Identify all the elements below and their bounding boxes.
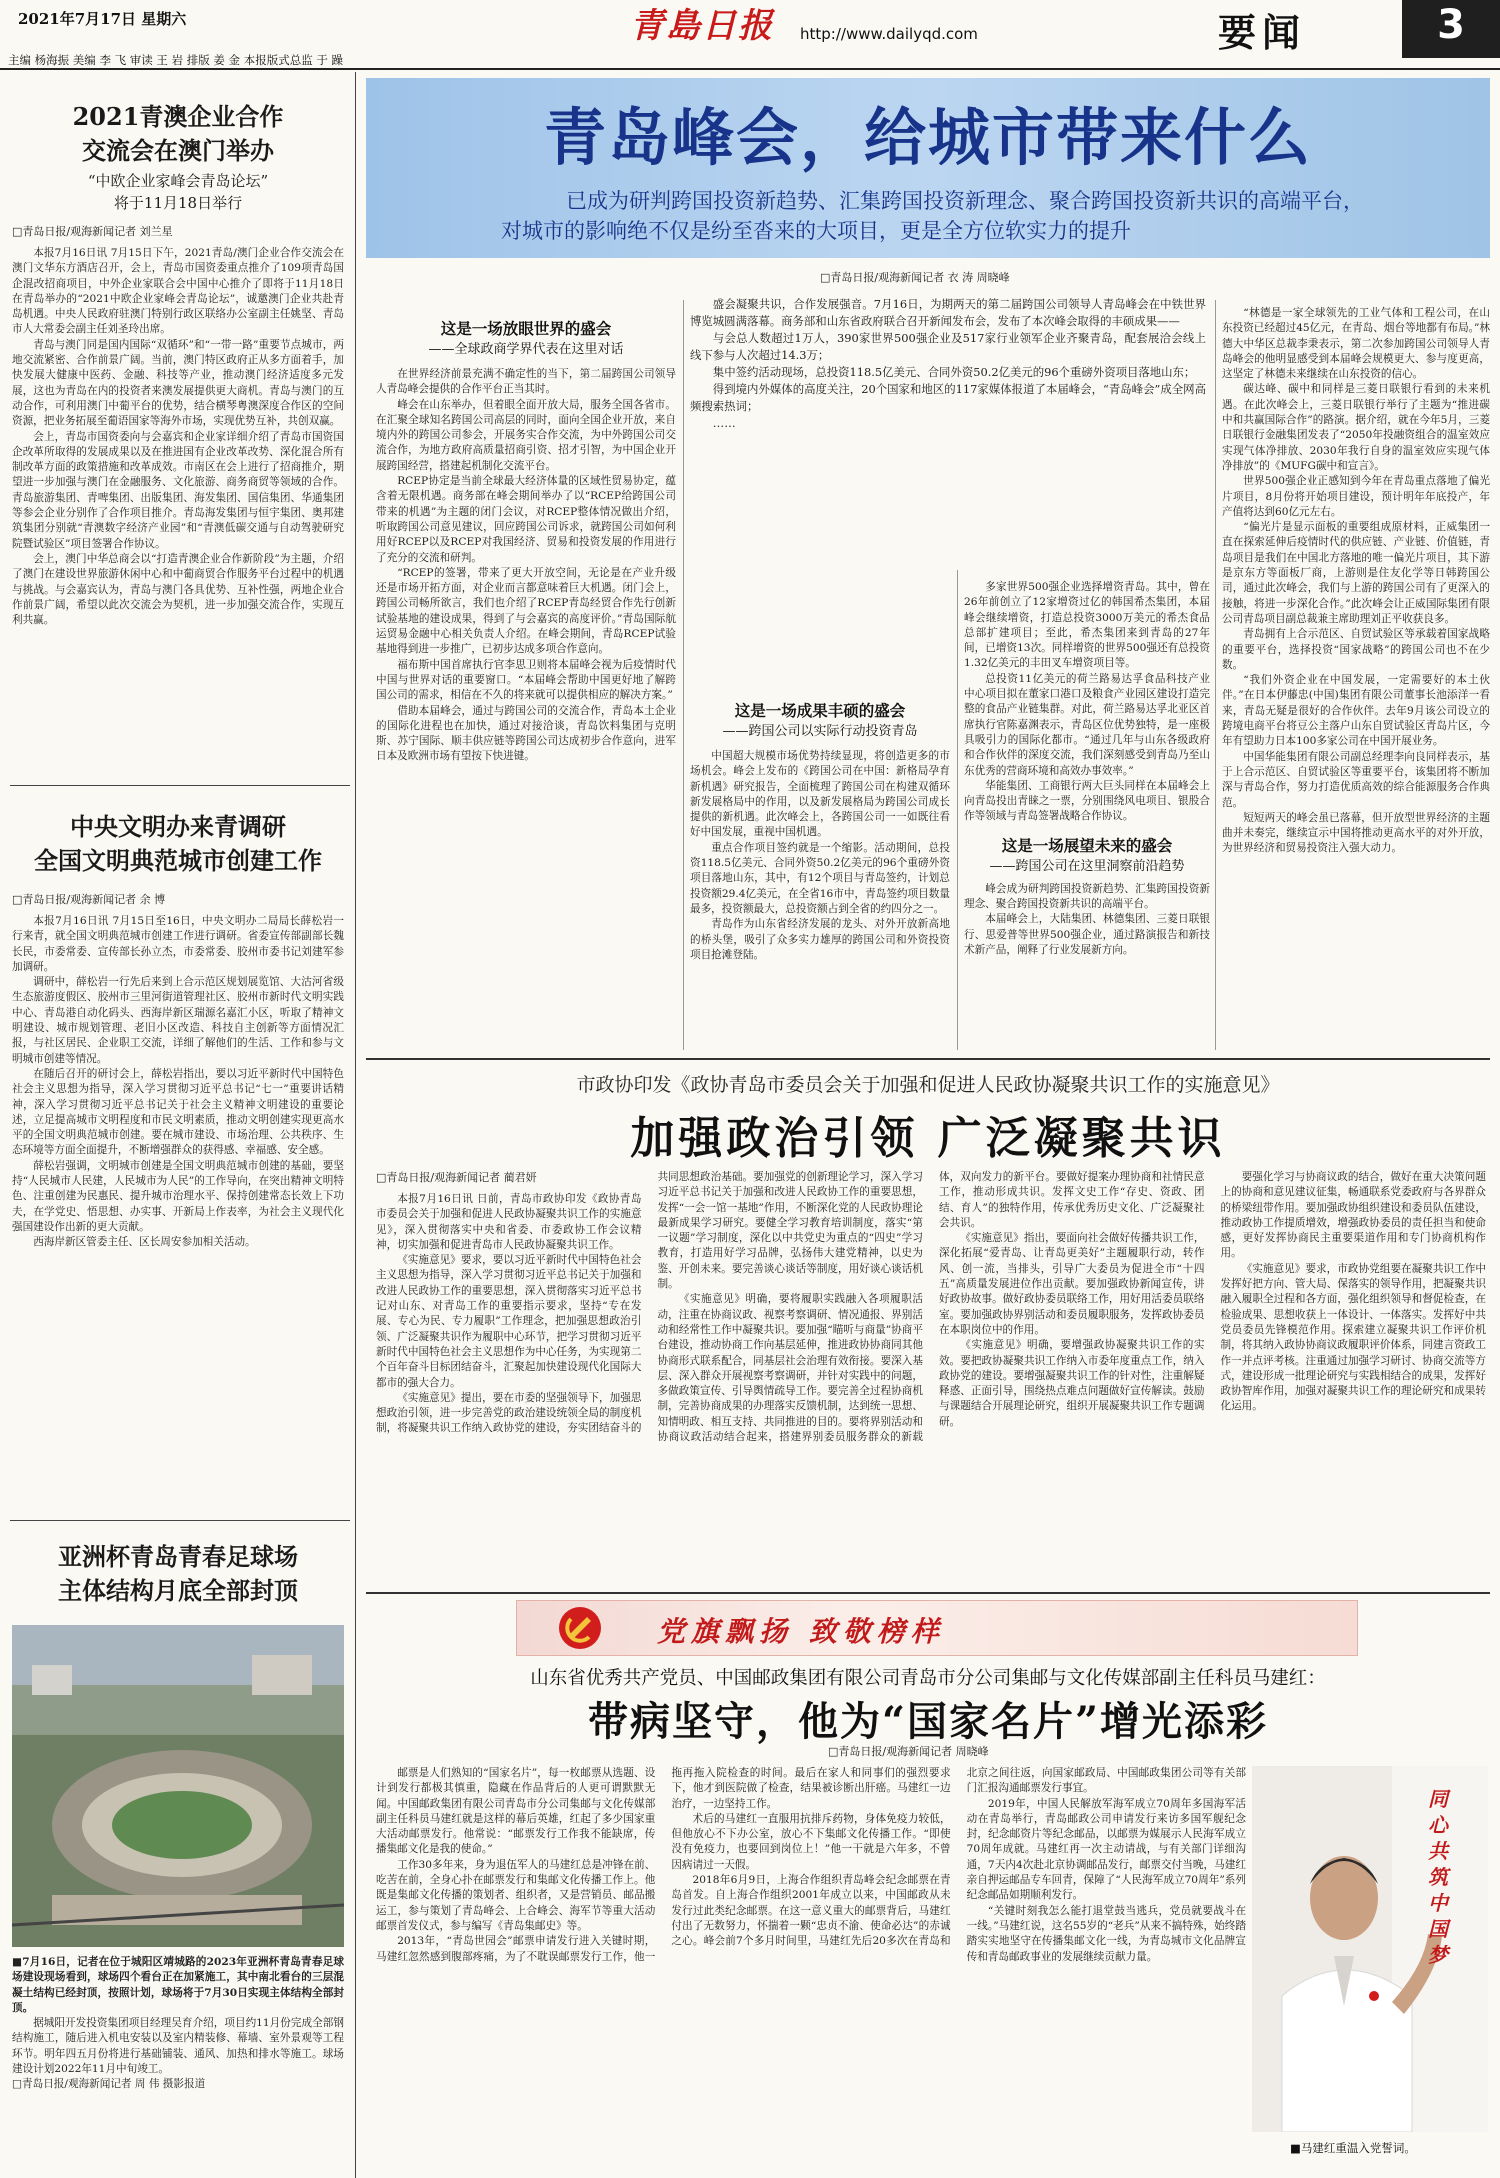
- lead-headline: 青岛峰会，给城市带来什么: [543, 101, 1312, 174]
- paragraph: 青岛作为山东省经济发展的龙头、对外开放新高地的桥头堡，吸引了众多实力雄厚的跨国公司和外资投资项目抢滩登陆。: [690, 918, 950, 961]
- paragraph: 邮票是人们熟知的“国家名片”，每一枚邮票从选题、设计到发行都极其慎重，隐藏在作品背后的人更可谓默默无闻。中国邮政集团有限公司青岛市分公司集邮与文化传媒部副主任科员马建红就是这样的幕后英雄，红起了多少国家重大活动邮票发行。他常说：“邮票发行工作我不能缺席，传播集邮文化是我的使命。”: [376, 1767, 656, 1856]
- paragraph: 华能集团、工商银行两大巨头同样在本届峰会上向青岛投出青睐之一票，分别围绕风电项目、银股合作等领域与青岛签署战略合作协议。: [964, 779, 1210, 823]
- party-banner: [516, 1600, 1358, 1656]
- paragraph: 本届峰会上，大陆集团、林德集团、三菱日联银行、思爱普等世界500强企业，通过路演报告和新技术新产品，阐释了行业发展新方向。: [964, 913, 1210, 956]
- section-name: 要闻: [1218, 10, 1307, 55]
- paper-logo: 青島日报: [630, 6, 774, 46]
- civic-article: [12, 810, 344, 1251]
- stadium-photo: [12, 1625, 344, 1947]
- lead-col-4: [1222, 306, 1490, 857]
- headline: 中央文明办来青调研: [70, 812, 286, 841]
- stats-item: 集中签约活动现场，总投资118.5亿美元、合同外资50.2亿美元的96个重磅外资项目落地山东；: [712, 365, 1196, 379]
- stats-item: 得到境内外媒体的高度关注，20个国家和地区的117家媒体报道了本届峰会，“青岛峰会”成全网高频搜索热词；: [690, 382, 1206, 413]
- headline: 交流会在澳门举办: [82, 136, 274, 165]
- portrait-image: [1252, 1766, 1488, 2132]
- paragraph: 会上，青岛市国资委向与会嘉宾和企业家详细介绍了青岛市国资国企改革所取得的发展成果以及在推进国有企业改革改势、深化混合所有制改革方面的政策措施和改革成效。市南区在会上进行了招商推介，期望进一步加强与澳门在金融服务、文化旅游、商务商贸等领域的合作。青岛旅游集团、青啤集团、出版集团、海发集团、国信集团、华通集团等参会企业分别作了合作项目推介。青岛海发集团与恒宇集团、奥邦建筑集团分别就“青澳数字经济产业园”和“青澳低碳交通与自动驾驶研究院暨试验区”项目签署合作协议。: [12, 430, 344, 550]
- paragraph: 峰会成为研判跨国投资新趋势、汇集跨国投资新理念、聚合跨国投资新共识的高端平台。: [964, 882, 1210, 911]
- paragraph: 在随后召开的研讨会上，薛松岩指出，要以习近平新时代中国特色社会主义思想为指导，深入学习贯彻习近平总书记“七一”重要讲话精神，深入学习贯彻习近平总书记关于社会主义精神文明建设的重要论述，立足提高城市文明程度和市民文明素质，推动文明创建实现更高水平的全国文明典范城市创建。要在城市建设、市场治理、公共秩序、生态环境等方面全面提升，不断增强群众的获得感、幸福感、安全感。: [12, 1067, 344, 1157]
- byline: □青岛日报/观海新闻记者 周 伟 摄影报道: [12, 2078, 206, 2091]
- lead-deck: 对城市的影响绝不仅是纷至沓来的大项目，更是全方位软实力的提升: [501, 219, 1131, 243]
- section-head: 这是一场成果丰硕的盛会: [734, 701, 906, 720]
- paragraph: “RCEP的签署，带来了更大开放空间，无论是在产业升级还是市场开拓方面，对企业而言都意味着巨大机遇。闭门会上，跨国公司畅所欲言，我们也介绍了RCEP青岛经贸合作先行创新试验基地的建设成果，得到了与会嘉宾的高度评价。”青岛国际航运贸易金融中心相关负责人介绍。在峰会期间，青岛RCEP试验基地得到进一步推广，已初步达成多项合作意向。: [376, 566, 676, 656]
- paragraph: “林德是一家全球领先的工业气体和工程公司，在山东投资已经超过45亿元，在青岛、烟台等地都有布局。”林德大中华区总裁李秉表示，第二次参加跨国公司领导人青岛峰会的他明显感受到本届峰会规模更大、参与度更高，这坚定了林德未来继续在山东投资的信心。: [1222, 307, 1490, 381]
- paragraph: 青岛与澳门同是国内国际“双循环”和“一带一路”重要节点城市，两地交流紧密、合作前景广阔。当前，澳门特区政府正从多方面着手，加快发展大健康中医药、金融、科技等产业，推动澳门经济适度多元发展，这也为青岛在内的投资者来澳发展提供更大商机。青岛与澳门的互动合作，可利用澳门中葡平台的优势，结合横琴粤澳深度合作区的空间资源，把业务拓展至葡语国家等海外市场，实现优势互补，共创双赢。: [12, 338, 344, 428]
- party-body: [376, 1766, 1246, 2171]
- subheadline: 将于11月18日举行: [113, 194, 243, 212]
- paragraph: 《实施意见》要求，市政协党组要在凝聚共识工作中发挥好把方向、管大局、保落实的领导作用，把凝聚共识融入履职全过程和各方面，强化组织领导和督促检查，在检验成果、思想收获上一体设计、一体落实。发挥好中共党员委员先锋模范作用。探索建立凝聚共识工作评价机制，将其纳入政协协商议政履职评价体系，同建言资政工作一并点评考核。注重通过加强学习研讨、协商交流等方式，建设形成一批理论研究与实践相结合的成果，发挥好政协智库作用，加强对凝聚共识工作的理论研究和成果转化运用。: [1220, 1262, 1486, 1413]
- paragraph: 《实施意见》指出，要面向社会做好传播共识工作，深化拓展“爱青岛、让青岛更美好”主题履职行动，转作风、创一流，当排头，引导广大委员为促进全市“十四五”高质量发展进位作出贡献。要加强政协新闻宣传，讲好政协故事。做好政协委员联络工作，用好用活委员联络室。要加强政协界别活动和委员履职服务，发挥政协委员在本职岗位中的作用。: [939, 1232, 1205, 1336]
- lead-deck: 已成为研判跨国投资新趋势、汇集跨国投资新理念、聚合跨国投资新共识的高端平台，: [566, 189, 1364, 213]
- party-headline: 带病坚守，他为“国家名片”增光添彩: [587, 1698, 1268, 1745]
- paragraph: “我们外资企业在中国发展，一定需要好的本土伙伴。”在日本伊藤忠(中国)集团有限公司董事长池添洋一看来，青岛无疑是很好的合作伙伴。去年9月该公司设立的跨境电商平台将豆公主落户山东自贸试验区青岛片区，今年有望助力日本100多家公司在中国开展业务。: [1222, 674, 1490, 748]
- paragraph: 本报7月16日讯 7月15日至16日，中央文明办二局局长薛松岩一行来青，就全国文明典范城市创建工作进行调研。省委宣传部副部长魏长民，市委常委、宣传部长孙立杰，市委常委、胶州市委书记刘建军参加调研。: [12, 915, 344, 973]
- photo-caption: ■7月16日，记者在位于城阳区靖城路的2023年亚洲杯青岛青春足球场建设现场看到，球场四个看台正在加紧施工，其中南北看台的三层混凝土结构已经封顶，按照计划，球场将于7月30日实现主体结构全部封顶。: [12, 1956, 344, 2014]
- paragraph: 峰会在山东举办，但着眼全面开放大局，服务全国各省市。在汇聚全球知名跨国公司高层的同时，面向全国企业开放，来自境内外的跨国公司参会，开展务实合作交流，为中外跨国公司交流合作，为地方政府高质量招商引资、招才引智，为中国企业开展跨国经营，搭建起机制化交流平台。: [376, 398, 676, 472]
- paragraph: 薛松岩强调，文明城市创建是全国文明典范城市创建的基础，要坚持“人民城市人民建，人民城市为人民”的工作导向，在突出精神文明特色、注重创建为民惠民、提升城市治理水平、保持创建常态长效上下功夫，在学党史、悟思想、办实事、开新局上作表率，为社会主义现代化强国建设作出新的更大贡献。: [12, 1159, 344, 1233]
- stadium-aerial-image: [12, 1625, 344, 1947]
- paragraph: 中国华能集团有限公司副总经理李向良同样表示，基于上合示范区、自贸试验区等重要平台，该集团将不断加深与青岛合作，努力打造优质高效的综合能源服务合作典范。: [1222, 750, 1490, 809]
- stats-box: [690, 296, 1206, 566]
- byline: □青岛日报/观海新闻记者 周晓峰: [828, 1745, 989, 1758]
- cppcc-body: [376, 1170, 1486, 1585]
- paragraph: 重点合作项目签约就是一个缩影。活动期间，总投资118.5亿美元、合同外资50.2亿美元的96个重磅外资项目落地山东，其中，有12个项目与青岛签约，计划总投资额29.4亿美元，在全省16市中，青岛签约项目数量最多，投资额最大，总投资额占到全省的约四分之一。: [690, 841, 950, 915]
- headline: 亚洲杯青岛青春足球场: [58, 1542, 298, 1571]
- byline: □青岛日报/观海新闻记者 刘兰星: [12, 225, 173, 238]
- section-head: 这是一场放眼世界的盛会: [440, 319, 612, 338]
- issue-date: 2021年7月17日 星期六: [18, 10, 187, 28]
- paragraph: 工作30多年来，身为退伍军人的马建红总是冲锋在前、吃苦在前，全身心扑在邮票发行和集邮文化传播工作上。他既是集邮文化传播的策划者、组织者，又是营销员、邮品搬运工，参与策划了青岛峰会、上合峰会、海军节等重大活动邮票首发仪式，参与编写《青岛集邮史》等。: [376, 1858, 656, 1932]
- paragraph: 调研中，薛松岩一行先后来到上合示范区规划展览馆、大沽河省级生态旅游度假区、胶州市三里河街道管理社区、胶州市新时代文明实践中心、青岛港自动化码头、西海岸新区瑞源名嘉汇小区，听取了精神文明建设、城市规划管理、老旧小区改造、科技自主创新等方面情况汇报，与社区居民、企业职工交流，详细了解他们的生活、工作和参与文明城市创建等情况。: [12, 976, 344, 1065]
- paragraph: 青岛拥有上合示范区、自贸试验区等承载着国家战略的重要平台，选择投资“国家战略”的跨国公司也不在少数。: [1222, 628, 1490, 671]
- page-number: 3: [1437, 2, 1465, 48]
- paragraph: 多家世界500强企业选择增资青岛。其中，曾在26年前创立了12家增资过亿的韩国希杰集团，本届峰会继续增资，打造总投资3000万美元的希杰食品总部扩建项目；至此，希杰集团来到青岛的27年间，已增资13次。同样增资的世界500强还有总投资1.32亿美元的丰田叉车增资项目等。: [964, 581, 1210, 670]
- paragraph: 世界500强企业正感知到今年在青岛重点落地了偏光片项目，8月份将开始项目建设，预计明年年底投产，年产值将达到60亿元左右。: [1222, 475, 1490, 518]
- party-emblem-icon: [557, 1605, 603, 1651]
- stadium-text: [12, 1955, 344, 2093]
- stadium-article: [12, 1540, 344, 1608]
- paragraph: 要强化学习与协商议政的结合，做好在重大决策问题上的协商和意见建议征集，畅通联系党委政府与各界群众的桥梁纽带作用。要加强政协组织建设和委员队伍建设，推动政协工作提质增效，增强政协委员的责任担当和使命感，更好发挥协商民主重要渠道作用和专门协商机构作用。: [1220, 1171, 1486, 1260]
- paragraph: 本报7月16日讯 7月15日下午，2021青岛/澳门企业合作交流会在澳门文华东方酒店召开，会上，青岛市国资委重点推介了109项青岛国企混改招商项目，中外企业家联合会中国中心推介了即将于11月18日在青岛举办的“2021中欧企业家峰会青岛论坛”，诚邀澳门企业共赴青岛机遇。中央人民政府驻澳门特别行政区联络办公室副主任姚坚、青岛市人大常委会副主任刘圣玲出席。: [12, 247, 344, 336]
- paragraph: 总投资11亿美元的荷兰路易达孚食品科技产业中心项目拟在董家口港口及粮食产业园区建设打造完整的食品产业链集群。对此，荷兰路易达孚北亚区首席执行官陈嘉渊表示，青岛区位优势独特，是一座极具吸引力的国际化都市。“通过几年与山东各级政府和合作伙伴的深度交流，我们深刻感受到青岛乃至山东优秀的营商环境和高效办事效率。”: [964, 672, 1210, 777]
- paragraph: 2013年，“青岛世园会”邮票申请发行进入关键时期，马建红忽然感到腹部疼痛，为了不耽误邮票发行工作，他一拖再拖入院检查的时间。最后在家人和同事们的强烈要求下，他才到医院做了检查，结果被诊断出肝癌。马建红一边治疗，一边坚持工作。: [376, 1767, 951, 1963]
- paragraph: 中国超大规模市场优势持续显现，将创造更多的市场机会。峰会上发布的《跨国公司在中国：新格局孕育新机遇》研究报告，全面梳理了跨国公司在构建双循环新发展格局中的作用，以及新发展格局为跨国公司成长提供的新机遇。此次峰会上，各跨国公司一一如既往看好中国发展，重视中国机遇。: [690, 750, 950, 839]
- website-url[interactable]: http://www.dailyqd.com: [800, 25, 978, 43]
- lead-col-1: [376, 318, 676, 765]
- cppcc-kicker: 市政协印发《政协青岛市委员会关于加强和促进人民政协凝聚共识工作的实施意见》: [576, 1074, 1280, 1096]
- portrait-photo: [1252, 1766, 1488, 2132]
- photo-caption: ■马建红重温入党誓词。: [1290, 2141, 1416, 2155]
- paragraph: 2018年6月9日，上海合作组织青岛峰会纪念邮票在青岛首发。自上海合作组织2001年成立以来，中国邮政从未发行过此类纪念邮票。在这一意义重大的邮票背后，马建红付出了无数努力，怀揣着一颗“忠贞不渝、使命必达”的赤诚之心。峰会前7个多月时间里，马建红先后20多次在青岛和北京之间往返，向国家邮政局、中国邮政集团公司等有关部门汇报沟通邮票发行事宜。: [671, 1767, 1246, 1948]
- section-head: 这是一场展望未来的盛会: [1001, 835, 1173, 855]
- credits-line: 主编 杨海振 美编 李 飞 审读 王 岩 排版 姜 金 本报版式总监 于 躁: [8, 53, 344, 67]
- macau-article: [12, 100, 344, 628]
- party-banner-text: 党旗飘扬 致敬榜样: [657, 1615, 945, 1648]
- byline: □青岛日报/观海新闻记者 衣 涛 周晓峰: [820, 271, 1010, 284]
- paragraph: 短短两天的峰会虽已落幕，但开放型世界经济的主题曲并未奏完，继续宣示中国将推动更高水平的对外开放，为世界经济和贸易投资注入强大动力。: [1222, 811, 1490, 855]
- byline: □青岛日报/观海新闻记者 蔺君妍: [376, 1171, 537, 1184]
- headline: 全国文明典范城市创建工作: [34, 846, 322, 875]
- paragraph: 《实施意见》明确，要将履职实践融入各项履职活动，注重在协商议政、视察考察调研、情况通报、界别活动和经常性工作中凝聚共识。要加强“瞄听与商量”协商平台建设，推动协商工作向基层延伸，推进政协协商同其他协商形式联系配合，同基层社会治理有效衔接。要深入基层、深入群众开展视察考察调研，并针对实践中的问题，多做政策宣传、引导舆情疏导工作。要完善全过程协商机制，完善协商成果的办理落实反馈机制，达到统一思想、知情明政、相互支持、共同推进的目的。要将界别活动和协商议政活动结合起来，搭建界别委员服务群众的新载体，双向发力的新平台。要做好提案办理协商和社情民意工作，推动形成共识。发挥文史工作“存史、资政、团结、育人”的独特作用，传承优秀历史文化、广泛凝聚社会共识。: [657, 1171, 1205, 1444]
- headline: 主体结构月底全部封顶: [58, 1576, 298, 1605]
- paragraph: 本报7月16日讯 日前，青岛市政协印发《政协青岛市委员会关于加强和促进人民政协凝聚共识工作的实施意见》，深入贯彻落实中央和省委、市委政协工作会议精神，切实加强和促进青岛市人民政协凝聚共识工作。: [376, 1193, 642, 1251]
- stats-item: ……: [712, 416, 736, 430]
- paragraph: 会上，澳门中华总商会以“打造青澳企业合作新阶段”为主题，介绍了澳门在建设世界旅游休闲中心和中葡商贸合作服务平台过程中的机遇与挑战。与会嘉宾认为，青岛与澳门各具优势、互补性强，两地企业合作前景广阔，希望以此次交流会为契机，进一步加强交流合作，实现互利共赢。: [12, 552, 344, 627]
- paragraph: 2019年，中国人民解放军海军成立70周年多国海军活动在青岛举行，青岛邮政公司申请发行来访多国军舰纪念封，纪念邮资片等纪念邮品，以邮票为媒展示人民海军成立70周年成就。马建红再一次主动请战，与有关部门详细沟通，7天内4次赴北京协调邮品发行，邮票交付当晚，马建红亲自押运邮品专车回青，保障了“人民海军成立70周年”系列纪念邮品如期顺利发行。: [966, 1797, 1246, 1902]
- headline: 2021青澳企业合作: [72, 102, 284, 131]
- paragraph: 碳达峰、碳中和同样是三菱日联银行看到的未来机遇。在此次峰会上，三菱日联银行举行了主题为“推进碳中和共赢国际合作”的路演。据介绍，就在今年5月，三菱日联银行金融集团发表了“2050年投融资组合的温室效应实现气体净排放、2030年我行自身的温室效应实现气体净排放”的《MUFG碳中和宣言》。: [1222, 383, 1490, 472]
- paragraph: 《实施意见》要求，要以习近平新时代中国特色社会主义思想为指导，深入学习贯彻习近平总书记关于加强和改进人民政协工作的重要思想，深入贯彻落实习近平总书记对山东、对青岛工作的重要指示要求，坚持“专在发展、专心为民、专力履职”工作理念，把加强思想政治引领、广泛凝聚共识作为履职中心环节，把学习贯彻习近平新时代中国特色社会主义思想作为中心任务，为实现第二个百年奋斗目标团结奋斗，汇聚起加快建设现代化国际大都市的强大合力。: [376, 1254, 642, 1389]
- paragraph: 在世界经济前景充满不确定性的当下，第二届跨国公司领导人青岛峰会提供的合作平台正当其时。: [376, 368, 676, 396]
- lead-col-3: [964, 580, 1210, 958]
- stats-item: 与会总人数超过1万人，390家世界500强企业及517家行业领军企业齐聚青岛，配套展洽会线上线下参与人次超过14.3万；: [690, 331, 1206, 362]
- cppcc-headline: 加强政治引领 广泛凝聚共识: [630, 1113, 1226, 1164]
- paragraph: 福布斯中国首席执行官李思卫则将本届峰会视为后疫情时代中国与世界对话的重要窗口。“本届峰会帮助中国更好地了解跨国公司的需求，相信在不久的将来就可以提供相应的解决方案。”: [376, 658, 676, 702]
- paragraph: “关键时刻我怎么能打退堂鼓当逃兵，党员就要战斗在一线。”马建红说，这名55岁的“老兵”从来不搞特殊，始终踏踏实实地坚守在传播集邮文化一线，为青岛城市文化品牌宣传和青岛邮政事业的发展继续贡献力量。: [966, 1904, 1246, 1963]
- byline: □青岛日报/观海新闻记者 余 博: [12, 893, 166, 906]
- paragraph: RCEP协定是当前全球最大经济体量的区域性贸易协定，蕴含着无限机遇。商务部在峰会期间举办了以“RCEP给跨国公司带来的机遇”为主题的闭门会议，对RCEP整体情况做出介绍，听取跨国公司意见建议，回应跨国公司诉求，就跨国公司如何利用好RCEP以及RCEP对我国经济、贸易和投资发展的作用进行了充分的交流和研判。: [376, 475, 676, 564]
- paragraph: 据城阳开发投资集团项目经理吴育介绍，项目约11月份完成全部钢结构施工，随后进入机电安装以及室内精装修、幕墙、室外景观等工程环节。明年四五月份将进行基础铺装、通风、加热和排水等施工。球场建设计划2022年11月中旬竣工。: [12, 2017, 344, 2076]
- paragraph: “偏光片是显示面板的重要组成原材料，正威集团一直在探索延伸后疫情时代的供应链、产业链、价值链，青岛项目是我们在中国北方落地的唯一偏光片项目，其下游是京东方等面板厂商，上游则是住友化学等日韩跨国公司，通过此次峰会，我们与上游的跨国公司有了更深入的接触，将进一步深化合作。”此次峰会让正威国际集团有限公司青岛项目副总裁兼主席助理刘正平收获良多。: [1222, 521, 1490, 625]
- lead-col-2: [690, 700, 950, 963]
- section-subhead: ——跨国公司在这里洞察前沿趋势: [989, 858, 1185, 874]
- paragraph: 术后的马建红一直服用抗排斥药物，身体免疫力较低，但他放心不下办公室，放心不下集邮文化传播工作。“即使没有免疫力，也要回到岗位上！”他一干就是六年多，不曾因病请过一天假。: [671, 1812, 951, 1871]
- paragraph: 《实施意见》提出，要在市委的坚强领导下，加强思想政治引领，进一步完善党的政治建设统领全局的制度机制，将凝聚共识工作纳入政协党的建设，夯实团结奋斗的共同思想政治基础。要加强党的创新理论学习，深入学习习近平总书记关于加强和改进人民政协工作的重要思想，发挥“一会一馆一基地”作用，不断深化党的人民政协理论最新成果学习研究。要健全学习教育培训制度，落实“第一议题”学习制度，深化以中共党史为重点的“四史”学习教育，打造用好学习品牌，弘扬伟大建党精神，以史为鉴、开创未来。要完善谈心谈话等制度，用好谈心谈话机制。: [376, 1171, 923, 1435]
- paragraph: 《实施意见》明确，要增强政协凝聚共识工作的实效。要把政协凝聚共识工作纳入市委年度重点工作，纳入政协党的建设。要增强凝聚共识工作的针对性，注重解疑释惑、正面引导，围绕热点难点问题做好宣传解读。鼓励与课题结合开展理论研究，组织开展凝聚共识工作专题调研。: [939, 1339, 1205, 1428]
- paragraph: 西海岸新区管委主任、区长周安参加相关活动。: [33, 1236, 256, 1249]
- subheadline: “中欧企业家峰会青岛论坛”: [87, 172, 269, 190]
- stats-intro: 盛会凝聚共识，合作发展强音。7月16日，为期两天的第二届跨国公司领导人青岛峰会在中铁世界博览城圆满落幕。商务部和山东省政府联合召开新闻发布会，发布了本次峰会取得的丰硕成果——: [690, 297, 1206, 328]
- masthead: [0, 0, 1500, 66]
- section-subhead: ——全球政商学界代表在这里对话: [428, 342, 624, 357]
- photo-badge: 同心共筑 中国梦: [1428, 1787, 1448, 1967]
- paragraph: 借助本届峰会，通过与跨国公司的交流合作，青岛本土企业的国际化进程也在加快，通过对接洽谈，青岛饮料集团与克明斯、苏宁国际、顺丰供应链等跨国公司达成初步合作意向，进军日本及欧洲市场有望按下快进键。: [376, 704, 676, 763]
- party-kicker: 山东省优秀共产党员、中国邮政集团有限公司青岛市分公司集邮与文化传媒部副主任科员马建红：: [530, 1668, 1326, 1689]
- section-subhead: ——跨国公司以实际行动投资青岛: [722, 724, 918, 739]
